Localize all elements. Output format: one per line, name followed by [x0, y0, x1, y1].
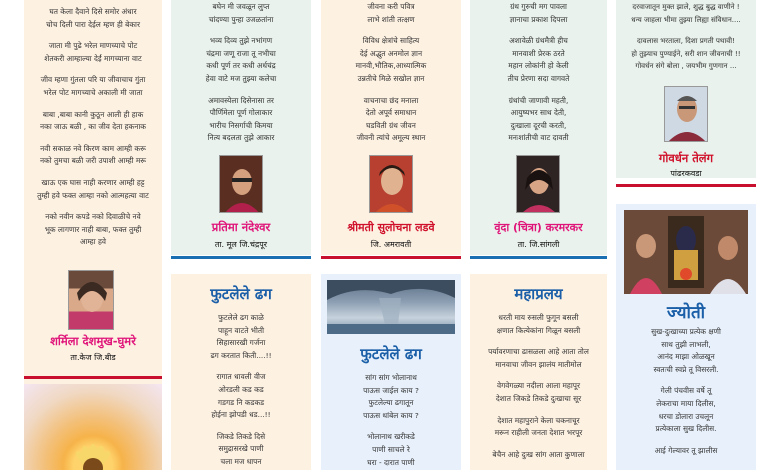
poem-line: आम्हा हवे: [79, 237, 106, 247]
poem-line: उन्नतीचे मिळे सखोल ज्ञान: [357, 73, 425, 83]
author-photo-vrunda: [516, 155, 560, 213]
poem-line: जाता मी पुढे भरेल माणच्याचे पोट: [48, 41, 138, 51]
poem-box-futlele-2: [321, 274, 461, 470]
poem-line: प्रत्येकाला सुख दिलीस.: [655, 424, 717, 434]
poem-line: तीच प्रेरणा सदा वागवते: [507, 73, 570, 83]
poem-line: नको नवीन कपडे नको दिवाळीचे नवे: [45, 212, 141, 222]
poem-line: घरा - दारात पाणी: [367, 457, 415, 467]
poem-line: ग्रंथ गुरुची मग पावला: [510, 2, 567, 11]
poem-line: धरचा डोलारा उचलून: [658, 411, 714, 421]
poem-5-text: [616, 0, 756, 73]
column-4: [470, 0, 607, 470]
stanza-gap: [24, 134, 162, 143]
author-location: ता. जि.सांगली: [517, 240, 560, 249]
poem-line: महान लोकांनी हो केली: [508, 61, 569, 71]
poem-line: भारीच निसर्गाची किमया: [209, 120, 273, 130]
poem-2-text: [171, 0, 311, 145]
stanza-gap: [616, 436, 756, 445]
poem-line: स्वतःची स्वप्ने तू विसरली.: [653, 364, 719, 374]
poem-title: ज्योती: [666, 303, 706, 323]
poem-line: वेगवेगळ्या नदीला आला महापूर: [497, 381, 580, 391]
sunflower-image: [24, 384, 162, 470]
family-photo: [624, 210, 748, 294]
poem-line: मानवाशी प्रेरक ठरते: [512, 48, 565, 58]
poem-line: हेवा वाटे मज तुझ्या कलेचा: [205, 73, 277, 83]
poem-line: चला मज धापन: [220, 456, 262, 466]
author-photo-sulochana: [369, 155, 413, 213]
stanza-gap: [321, 26, 461, 35]
poem-line: ओरडली कड कड: [218, 384, 264, 394]
poem-line: आई गेल्यावर तू झालीस: [654, 445, 718, 455]
divider: [616, 184, 756, 187]
poem-line: ग्रंथांची जाणावी महती,: [508, 95, 569, 105]
poem-line: भव्य दिव्य तुझे नभांगण: [209, 36, 273, 46]
poem-line: विविध क्षेत्रांचे साहित्य: [362, 36, 420, 46]
poem-line: आनंद माझा ओळखून: [657, 352, 715, 362]
poem-line: भरेल पोट मागच्याचे अकाली मी जाता: [43, 87, 143, 97]
poem-box-jyoti: [616, 204, 756, 470]
poem-line: नवी सकाळ नवे किरण काम आम्ही करू: [40, 143, 146, 153]
stanza-gap: [470, 337, 607, 346]
poem-box-futlele: [171, 274, 311, 470]
poem-line: चंद्रमा जणू राजा तू नभीचा: [206, 48, 276, 58]
poem-line: गेली पंचवीस वर्षे तू: [660, 386, 712, 396]
poem-line: गोवर्धन संगे बोला , जयभीम गुणगान ...: [635, 61, 737, 71]
poem-1-text: [24, 0, 162, 249]
divider: [321, 256, 461, 259]
author-name: शर्मिला देशमुख-घुमरे: [50, 334, 136, 348]
poem-line: होईना झोपडी धड...!!: [211, 410, 271, 420]
poem-line: देतो अपूर्व समाधान: [365, 108, 417, 118]
author-name: श्रीमती सुलोचना लडवे: [347, 221, 435, 234]
poem-title: फुटलेले ढग: [210, 285, 272, 303]
stanza-gap: [24, 65, 162, 74]
poem-line: जीवना करी पवित्र: [367, 2, 415, 11]
author-photo-pratima: [219, 155, 263, 213]
poem-line: सुख-दुःखाच्या प्रत्येक क्षणी: [651, 327, 721, 336]
poem-text: [321, 372, 461, 469]
stanza-gap: [24, 31, 162, 40]
poem-line: सांग सांग भोलानाथ: [365, 373, 417, 382]
poem-line: साथ तुझी लाभली,: [661, 339, 711, 349]
poem-line: आयुष्यभर साथ देती,: [510, 108, 567, 118]
poem-line: समुद्रासरखे पाणी: [218, 444, 264, 454]
divider: [470, 256, 607, 259]
author-location: पांढरकवडा: [670, 169, 702, 178]
poem-line: मरून राहीली जनता देशात भरपूर: [494, 428, 583, 438]
stanza-gap: [616, 376, 756, 385]
author-location: ता.केज जि.बीड: [70, 353, 116, 362]
poem-line: नका जाऊ बळी , का जीव देता हकनाक: [40, 122, 146, 132]
poem-line: तुम्ही हवे फक्त आम्हा नको आत्महत्या वाट: [37, 190, 149, 200]
poem-line: जीवनी त्यांचे अमूल्य स्थान: [356, 133, 426, 143]
poem-line: दावलास भरताला, दिशा प्रगती पथावी!: [637, 36, 735, 46]
poem-line: बाबा ,बाबा कानी कुठून आली ही हाक: [42, 109, 144, 119]
poem-line: जिकडे तिकडे दिसे: [216, 431, 266, 441]
stanza-gap: [470, 26, 607, 35]
stanza-gap: [470, 406, 607, 415]
poem-line: जीव म्हणा गुंतला परि या जीवाचाच गुंता: [40, 75, 146, 85]
poem-text: [616, 326, 756, 457]
poem-line: देशात जिकडे तिकडे दुःखाचा सूर: [495, 393, 582, 403]
column-2: [171, 0, 311, 470]
poem-line: ज्ञानाचा प्रकाश दिपला: [509, 14, 568, 24]
poem-line: शेतकरी आम्हाल्या देईं मागच्याना वाट: [44, 53, 142, 63]
poem-3-text: [321, 0, 461, 145]
stanza-gap: [321, 86, 461, 95]
poem-line: दरवाजातून मुक्त झाले, शुद्ध बुद्ध वाणीने !: [632, 2, 740, 11]
poem-line: मनःशांतीची वाट दावती: [508, 133, 569, 143]
stanza-gap: [24, 168, 162, 177]
poem-line: घडविती ग्रंथ जीवन: [366, 120, 416, 130]
poem-line: पौर्णिमेला पूर्ण गोलाकार: [209, 108, 273, 118]
storm-cloud-image: [327, 280, 455, 334]
poem-line: भोलानाथ खरीकडे: [367, 432, 415, 442]
author-name: गोवर्धन तेलंग: [658, 151, 714, 165]
poem-line: चोच दिली पारा देईल म्हण ही बेकार: [46, 19, 140, 29]
poem-line: लेकराचा माया दिलीस,: [656, 398, 716, 408]
stanza-gap: [470, 371, 607, 380]
stanza-gap: [171, 26, 311, 35]
poem-line: पाऊस जाईल काय ?: [363, 385, 419, 395]
stanza-gap: [470, 440, 607, 449]
poem-line: घत केला दैवाने दिसे समोर अंधार: [49, 7, 137, 16]
poem-line: अमावस्येला दिसेनासा तर: [208, 95, 274, 105]
poem-title: महाप्रलय: [514, 285, 563, 303]
poem-line: कधी पूर्ण तर कधी अर्धचंद्र: [206, 61, 276, 71]
poem-line: खाऊ एक घास नाही करणार आम्ही हट्ट: [41, 177, 145, 187]
poem-line: मानवी,भौतिक,आध्यात्मिक: [355, 61, 427, 71]
poem-line: अशावेळी ग्रंथमैत्री हीच: [509, 36, 568, 46]
poem-line: पर्यावरणाचा ढासळला आहे आता तोल: [488, 347, 589, 357]
poem-line: बघेन मी जवळून लुप्त: [212, 2, 270, 11]
poem-line: क्षणात कित्येकांना गिळून बसली: [496, 325, 581, 335]
poem-line: धन्य जाहला भीमा तुझ्या लिह्या संविधान....: [631, 14, 741, 24]
stanza-gap: [321, 422, 461, 431]
poem-title: फुटलेले ढग: [360, 345, 422, 363]
poem-line: फुटलेले ढग काळे: [218, 313, 264, 322]
poem-line: बेचैन आहे दुःख सांग आता कुणाला: [492, 449, 585, 459]
poem-line: रागात धावली वीज: [216, 372, 266, 382]
poem-line: देई अद्भुत अनमोल ज्ञान: [359, 48, 423, 58]
poem-line: पाहून वाटते भीती: [217, 325, 265, 335]
author-photo-govardhan: [664, 86, 708, 142]
poem-4-text: [470, 0, 607, 145]
poem-line: नको तुमचा बळी जरी उपाशी आम्ही मरू: [39, 156, 147, 166]
poem-line: दुःखाला दूरची करती,: [510, 120, 567, 130]
poem-line: हो तुझ्याच पुण्याईने, सरी शान जीवनाची !!: [631, 48, 741, 58]
poem-line: लाभे शांती तत्क्षण: [367, 14, 415, 24]
poem-line: ढग करतात किती....!!: [210, 350, 272, 360]
author-name: प्रतिमा नंदेश्वर: [211, 220, 271, 234]
poem-line: मानवाचा जीवन झालंय मातीमोल: [495, 359, 582, 369]
column-3: [321, 0, 461, 470]
author-photo-sharmila: [68, 270, 114, 330]
poem-line: सिहासारखी गर्जना: [216, 338, 266, 348]
poem-text: [171, 304, 311, 469]
column-5: [616, 0, 756, 470]
poem-line: वाचनाचा छंद मनाला: [363, 95, 419, 105]
poem-line: नित्य बदलता तुझे आकार: [207, 133, 275, 143]
poem-line: गडगड नि कडकड: [217, 397, 265, 407]
poem-line: चांदण्या पुन्हा उजळतांना: [208, 14, 274, 24]
author-name: वृंदा (चित्रा) करमरकर: [494, 221, 583, 234]
poem-line: पाऊस थांबेल काय ?: [363, 410, 419, 420]
divider: [24, 376, 162, 379]
poem-line: भूक लागणार नाही बाबा, फक्त तुम्ही: [44, 224, 142, 234]
poem-line: देशात महापुराने केला चकनाचूर: [497, 415, 580, 425]
divider: [171, 256, 311, 259]
author-location: ता. मूल जि.चंद्रपूर: [214, 240, 268, 249]
stanza-gap: [616, 26, 756, 35]
poem-text: [470, 304, 607, 461]
author-location: जि. अमरावती: [370, 240, 412, 249]
column-1: [24, 0, 162, 470]
poem-line: धरती माय रुसली फुगून बसली: [498, 313, 579, 322]
poem-line: फुटलेल्या ढगातून: [368, 398, 414, 408]
stanza-gap: [470, 86, 607, 95]
stanza-gap: [171, 86, 311, 95]
stanza-gap: [24, 100, 162, 109]
stanza-gap: [171, 362, 311, 371]
poem-box-mahapralay: [470, 274, 607, 470]
poem-line: पाणी साचले रे: [372, 444, 410, 454]
stanza-gap: [171, 422, 311, 431]
stanza-gap: [24, 202, 162, 211]
